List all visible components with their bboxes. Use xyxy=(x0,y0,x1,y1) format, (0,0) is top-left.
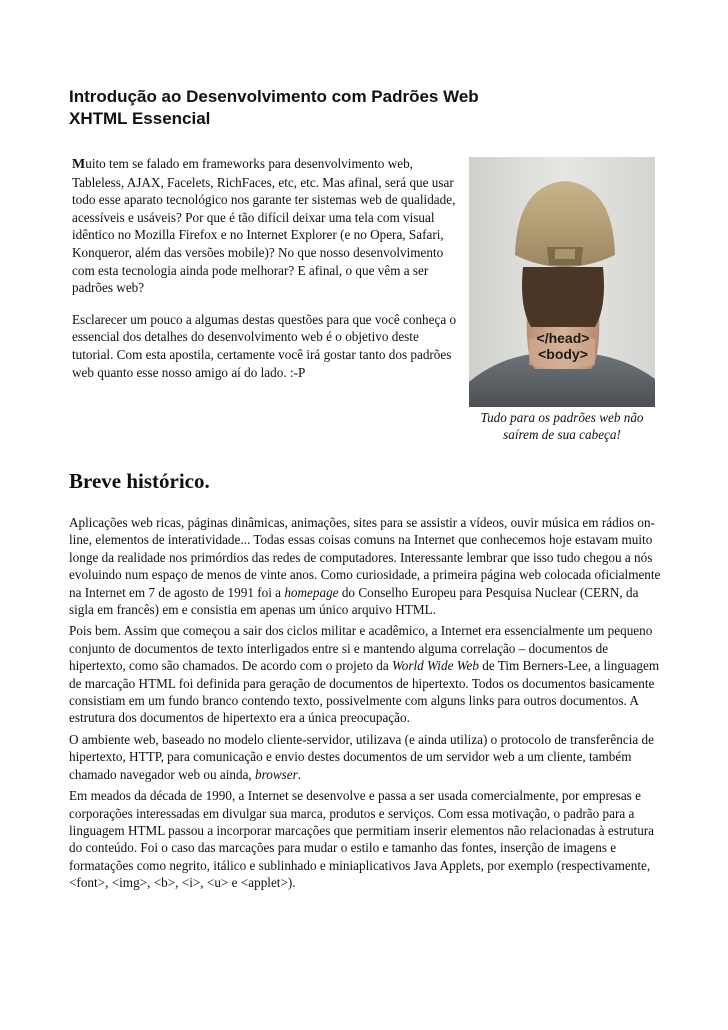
body-paragraph-2-end: de Tim Berners-Lee, a linguagem de marcação HTML foi definida para geração de documentos de hipertexto. Todos os documentos basicamente consistiam em um fundo branco contendo texto, possivelmente com alguns links para outros documentos. A estrutura dos documentos de hipertexto era a única preocupação. xyxy=(69,658,660,726)
body-paragraph-1-text: Aplicações web ricas, páginas dinâmicas, animações, sites para se assistir a vídeos, ouvir música em rádios on-line, elementos de interatividade... Todas essas coisas comuns na Internet que conhecemos hoje estavam muito longe da realidade nos primórdios das redes de computadores. Interessante lembrar que isso tudo chegou a nós evoluindo num espaço de menos de vinte anos. Como curiosidade, a primeira página web colocada oficialmente na Internet em 7 de agosto de 1991 foi a xyxy=(69,515,661,600)
photo-illustration xyxy=(469,157,655,407)
body-paragraph-3-end: . xyxy=(297,766,302,782)
tattoo-body-text: <body> xyxy=(538,346,588,362)
tattoo-head-text: </head> xyxy=(536,330,590,346)
intro-paragraph-1-text: uito tem se falado em frameworks para desenvolvimento web, Tableless, AJAX, Facelets, RichFaces, etc, etc. Mas afinal, será que usar todo esse aparato tecnológico nos garante ter sistemas web de qualidade, acessíveis e usáveis? Por que é tão difícil deixar uma tela com visual idêntico no Mozilla Firefox e no Internet Explorer (e no Opera, Safari, Konqueror, além das versões mobile)? No que nosso desenvolvimento com esta tecnologia ainda pode melhorar? E afinal, o que vêm a ser padrões web? xyxy=(72,156,456,296)
body-paragraph-3-emphasis: browser xyxy=(255,766,298,782)
body-paragraph-1-end: do Conselho Europeu para Pesquisa Nuclear (CERN, da sigla em francês) em e consistia em apenas um único arquivo HTML. xyxy=(69,584,639,618)
photo-man-neck-tattoo xyxy=(469,157,655,407)
body-paragraph-1-emphasis: homepage xyxy=(284,584,339,600)
intro-paragraph-2: Esclarecer um pouco a algumas destas questões para que você conheça o essencial dos detalhes do desenvolvimento web é o objetivo deste tutorial. Com esta apostila, certamente você irá gostar tanto dos padrões web quanto esse nosso amigo aí do lado. :-P xyxy=(72,311,457,380)
title-line-2: XHTML Essencial xyxy=(69,109,211,128)
document-title xyxy=(69,86,669,130)
body-paragraph-3 xyxy=(69,731,665,783)
body-paragraph-2-emphasis: World Wide Web xyxy=(392,658,479,674)
photo-caption: Tudo para os padrões web não saírem de sua cabeça! xyxy=(480,410,644,442)
intro-paragraph-1 xyxy=(72,155,462,297)
title-line-1: Introdução ao Desenvolvimento com Padrões Web xyxy=(69,87,479,106)
body-paragraph-2 xyxy=(69,622,665,726)
drop-cap: M xyxy=(72,157,86,172)
section-body xyxy=(69,514,665,896)
body-paragraph-2-text: Pois bem. Assim que começou a sair dos ciclos militar e acadêmico, a Internet era essencialmente um pequeno conjunto de documentos de texto interligados entre si e mantendo alguma correlação – documentos de hipertexto, como são chamados. De acordo com o projeto da xyxy=(69,623,653,674)
section-heading: Breve histórico. xyxy=(69,469,210,493)
body-paragraph-1 xyxy=(69,514,665,618)
body-paragraph-4: Em meados da década de 1990, a Internet se desenvolve e passa a ser usada comercialmente, por empresas e corporações interessadas em divulgar sua marca, produtos e serviços. Com essa motivação, o padrão para a linguagem HTML passou a incorporar marcações que permitiam inserir elementos não relacionadas à estrutura do conteúdo. Foi o caso das marcações para mudar o estilo e tamanho das fontes, inserção de imagens e formatações como negrito, itálico e sublinhado e miniaplicativos Java Applets, por exemplo (respectivamente, <font>, <img>, <b>, <i>, <u> e <applet>). xyxy=(69,788,655,891)
body-paragraph-3-text: O ambiente web, baseado no modelo cliente-servidor, utilizava (e ainda utiliza) o protocolo de transferência de hipertexto, HTTP, para comunicação e envio destes documentos de um servidor web a um cliente, também chamado navegador web ou ainda, xyxy=(69,731,654,782)
intro-text xyxy=(72,155,462,395)
